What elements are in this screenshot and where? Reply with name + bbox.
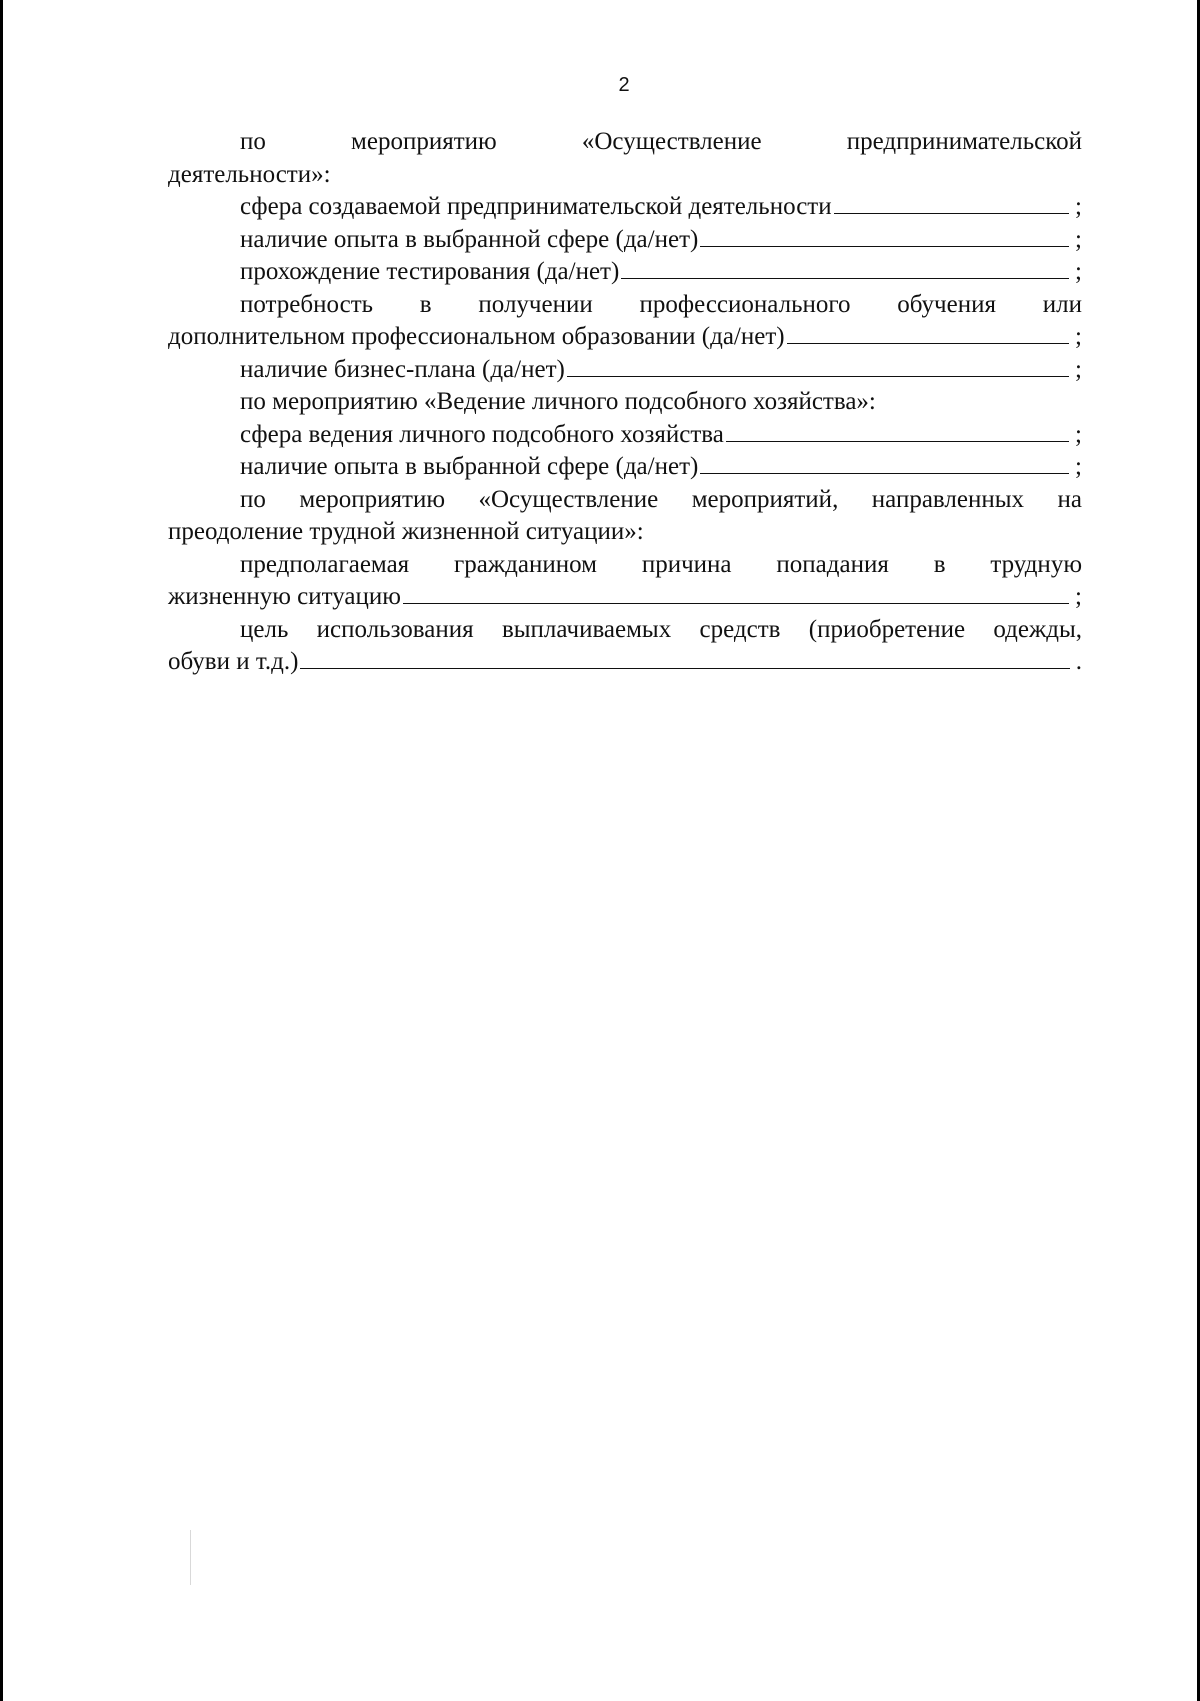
field-label: прохождение тестирования (да/нет) — [240, 258, 620, 285]
field-purpose-line1: цель использования выплачиваемых средств (приобретение одежды, — [240, 615, 1082, 643]
blank-entry-line[interactable] — [787, 343, 1069, 344]
line-end-mark: ; — [1075, 323, 1082, 350]
entrepreneurship-heading-line1: по мероприятию «Осуществление предпринимательской — [240, 128, 1082, 155]
field-label: наличие опыта в выбранной сфере (да/нет) — [240, 225, 699, 253]
blank-entry-line[interactable] — [726, 441, 1069, 442]
field-entrepreneurship-training — [168, 321, 1082, 354]
field-label: дополнительном профессиональном образовании (да/нет) — [168, 323, 785, 350]
blank-entry-line[interactable] — [403, 603, 1069, 604]
line-end-mark: ; — [1075, 225, 1082, 253]
line-end-mark: ; — [1075, 420, 1082, 448]
line-end-mark: . — [1075, 648, 1082, 675]
scan-edge-left — [0, 0, 3, 1701]
field-label: наличие бизнес-плана (да/нет) — [240, 355, 565, 383]
household-heading: по мероприятию «Ведение личного подсобного хозяйства»: — [240, 388, 876, 415]
blank-entry-line[interactable] — [300, 668, 1069, 669]
blank-entry-line[interactable] — [700, 246, 1069, 247]
page-number: 2 — [618, 74, 630, 96]
form-body — [168, 126, 1082, 679]
blank-entry-line[interactable] — [621, 278, 1069, 279]
field-entrepreneurship-sphere — [168, 191, 1082, 224]
field-entrepreneurship-experience — [168, 224, 1082, 257]
field-entrepreneurship-business-plan — [168, 354, 1082, 387]
blank-entry-line[interactable] — [834, 213, 1069, 214]
hardship-heading-line1: по мероприятию «Осуществление мероприятий, направленных на — [240, 485, 1082, 513]
field-training-line1: потребность в получении профессионального обучения или — [240, 290, 1082, 318]
field-reason-line1: предполагаемая гражданином причина попадания в трудную — [240, 550, 1082, 578]
scan-artifact-mark — [190, 1530, 191, 1585]
line-end-mark: ; — [1075, 583, 1082, 610]
blank-entry-line[interactable] — [567, 376, 1069, 377]
field-label: сфера ведения личного подсобного хозяйства — [240, 420, 724, 448]
field-hardship-purpose — [168, 646, 1082, 679]
blank-entry-line[interactable] — [700, 473, 1069, 474]
field-household-experience — [168, 451, 1082, 484]
field-hardship-reason — [168, 581, 1082, 614]
field-entrepreneurship-testing — [168, 256, 1082, 289]
line-end-mark: ; — [1075, 193, 1082, 220]
field-household-sphere — [168, 419, 1082, 452]
line-end-mark: ; — [1075, 355, 1082, 383]
line-end-mark: ; — [1075, 258, 1082, 285]
field-label: сфера создаваемой предпринимательской деятельности — [240, 193, 832, 220]
field-label: наличие опыта в выбранной сфере (да/нет) — [240, 453, 699, 480]
hardship-heading-line2: преодоление трудной жизненной ситуации»: — [168, 518, 644, 545]
field-label: жизненную ситуацию — [168, 583, 401, 610]
entrepreneurship-heading-line2: деятельности»: — [168, 160, 331, 188]
line-end-mark: ; — [1075, 453, 1082, 480]
field-label: обуви и т.д.) — [168, 648, 299, 675]
